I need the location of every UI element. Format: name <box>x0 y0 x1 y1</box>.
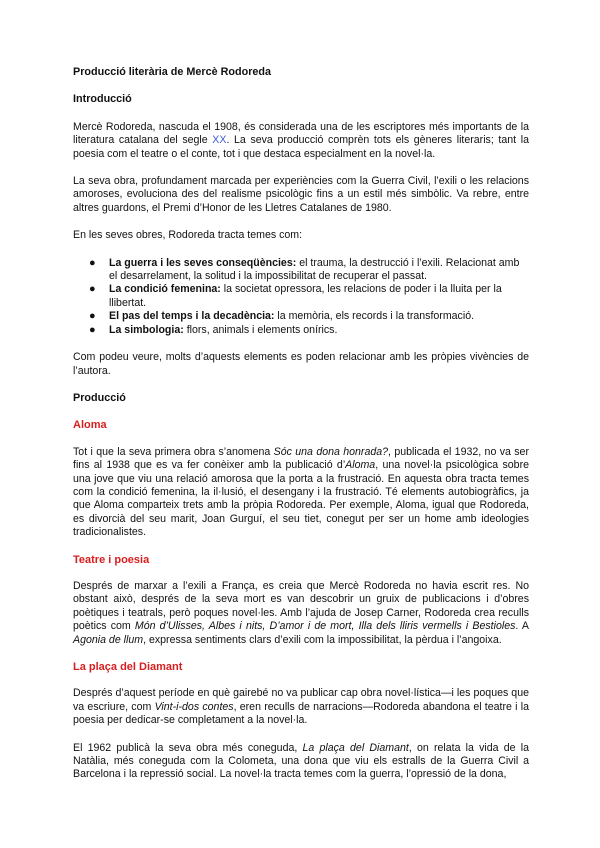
production-heading: Producció <box>73 391 126 404</box>
theme-item: ● El pas del temps i la decadència: la memòria, els records i la transformació. <box>89 310 475 323</box>
bullet-icon: ● <box>89 310 96 323</box>
bullet-icon: ● <box>89 323 96 336</box>
theme-item: ● La simbologia: flors, animals i elements onírics. <box>89 323 338 336</box>
theme-item: ● La condició femenina: la societat opressora, les relacions de poder i la lluita per la llibertat. <box>89 283 502 309</box>
intro-heading: Introducció <box>73 93 132 106</box>
bullet-icon: ● <box>89 256 96 269</box>
placa-heading: La plaça del Diamant <box>73 661 183 673</box>
document-title: Producció literària de Mercè Rodoreda <box>73 66 272 78</box>
themes-list <box>73 257 529 337</box>
teatre-paragraph: Després de marxar a l’exili a França, es creia que Mercè Rodoreda no havia escrit res. No obstant això, després de la seva mort es van descobrir un gruix de publicacions i d’obres poètiques i teatrals, però poques novel·les. Amb l’ajuda de Josep Carner, Rodoreda crea reculls poètics com Món d’Ulisses, Albes i nits, D’amor i de mort, Illa dels lliris vermells i Bestioles. A Agonia de llum, expressa sentiments clars d’exili com la impossibilitat, la pèrdua i l’angoixa. <box>73 579 529 646</box>
teatre-heading: Teatre i poesia <box>73 553 150 566</box>
placa-paragraph-2: El 1962 publicà la seva obra més coneguda, La plaça del Diamant, on relata la vida de la Natàlia, més coneguda com la Colometa, una dona que viu els estralls de la Guerra Civil a Barcelona i la repressió social. La novel·la tracta temes com la guerra, l’opressió de la dona, <box>73 741 529 781</box>
intro-paragraph-3: En les seves obres, Rodoreda tracta temes com: <box>73 229 303 242</box>
theme-item: ● La guerra i les seves conseqüències: el trauma, la destrucció i l’exili. Relacionat amb el desarrelament, la solitud i la impossibilitat de recuperar el passat. <box>89 256 520 283</box>
century-highlight: XX <box>212 134 227 147</box>
aloma-heading: Aloma <box>73 419 107 432</box>
bullet-icon: ● <box>89 283 96 296</box>
intro-paragraph-4: Com podeu veure, molts d’aquests elements es poden relacionar amb les pròpies vivències de l’autora. <box>73 351 529 377</box>
placa-paragraph-1: Després d’aquest període en què gairebé no va publicar cap obra novel·lística—i les poques que va escriure, com Vint-i-dos contes, eren reculls de narracions—Rodoreda abandona el teatre i la poesia per dedicar-se completament a la novel·la. <box>73 687 529 727</box>
intro-paragraph-1: Mercè Rodoreda, nascuda el 1908, és considerada una de les escriptores més importants de la literatura catalana del segle XX. La seva producció comprèn tots els gèneres literaris; tant la poesia com el teatre o el conte, tot i que destaca especialment en la novel·la. <box>73 120 529 160</box>
document-page <box>73 66 529 796</box>
intro-paragraph-2: La seva obra, profundament marcada per experiències com la Guerra Civil, l’exili o les relacions amoroses, evoluciona des del realisme psicològic fins a un estil més simbòlic. Va rebre, entre altres guardons, el Premi d’Honor de les Lletres Catalanes de 1980. <box>73 175 529 214</box>
aloma-paragraph: Tot i que la seva primera obra s’anomena Sóc una dona honrada?, publicada el 1932, no va ser fins al 1938 que es va fer conèixer amb la publicació d’Aloma, una novel·la psicològica sobre una jove que viu una relació amorosa que la porta a la frustració. En aquesta obra tracta temes com la condició femenina, la il·lusió, el desengany i la frustració. Té elements autobiogràfics, ja que Aloma comparteix trets amb la pròpia Rodoreda. Per exemple, Aloma, igual que Rodoreda, es divorcià del seu marit, Joan Gurguí, el seu tiet, conegut per ser un home amb ideologies tradicionalistes. <box>73 445 529 539</box>
